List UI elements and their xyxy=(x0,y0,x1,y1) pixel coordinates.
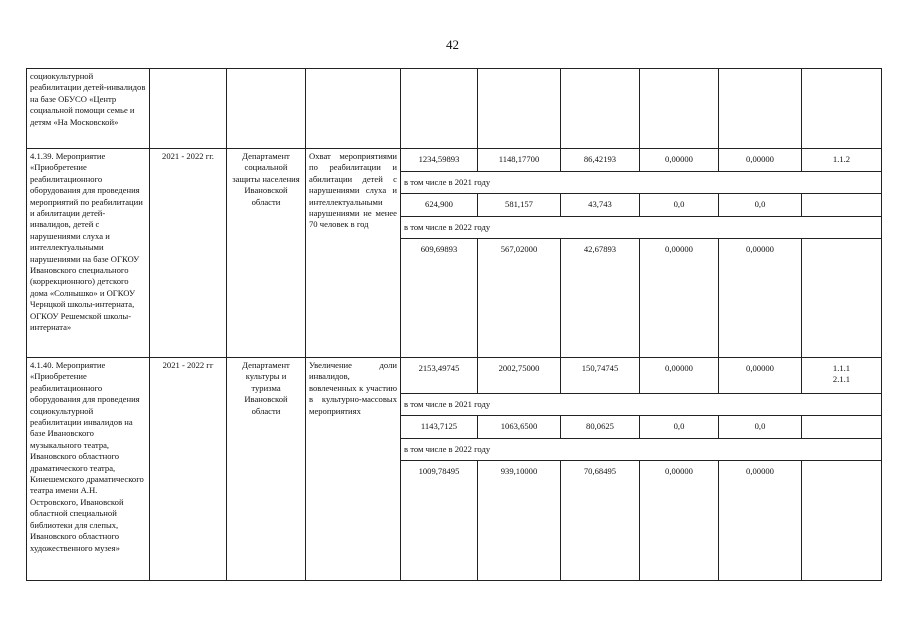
year-value: 939,10000 xyxy=(478,461,561,581)
total-value: 86,42193 xyxy=(561,149,640,172)
empty-cell xyxy=(802,69,882,149)
total-value: 2002,75000 xyxy=(478,358,561,394)
activity-name: социокультурной реабилитации детей-инвалидов на базе ОБУСО «Центр социальной помощи семье и детям «На Московской» xyxy=(27,69,150,149)
year-label: в том числе в 2021 году xyxy=(401,394,882,416)
empty-cell xyxy=(802,416,882,439)
period: 2021 - 2022 гг xyxy=(150,358,227,581)
total-value: 1148,17700 xyxy=(478,149,561,172)
year-value: 0,0 xyxy=(640,194,719,217)
empty-cell xyxy=(802,239,882,358)
total-value: 0,00000 xyxy=(640,358,719,394)
year-value: 70,68495 xyxy=(561,461,640,581)
year-value: 609,69893 xyxy=(401,239,478,358)
year-value: 1063,6500 xyxy=(478,416,561,439)
total-value: 2153,49745 xyxy=(401,358,478,394)
empty-cell xyxy=(802,194,882,217)
indicator: Охват мероприятиями по реабилитации и абилитации детей с нарушениями слуха и интеллектуальными нарушениями не менее 70 человек в год xyxy=(306,149,401,358)
year-label: в том числе в 2022 году xyxy=(401,217,882,239)
total-value: 150,74745 xyxy=(561,358,640,394)
empty-cell xyxy=(478,69,561,149)
year-value: 42,67893 xyxy=(561,239,640,358)
year-value: 1143,7125 xyxy=(401,416,478,439)
program-table xyxy=(26,68,882,581)
executor: Департамент социальной защиты населения Ивановской области xyxy=(227,149,306,358)
activity-name: 4.1.39. Мероприятие «Приобретение реабилитационного оборудования для проведения мероприятий по реабилитации и абилитации детей-инвалидов, детей с нарушениями слуха и интеллектуальными нарушениями на базе ОГКОУ Ивановского специального (коррекционного) детского дома «Солнышко» и ОГКОУ Чернцкой школы-интерната, ОГКОУ Решемской школы-интерната» xyxy=(27,149,150,358)
empty-cell xyxy=(306,69,401,149)
indicator-code: 1.1.2 xyxy=(802,149,882,172)
indicator-code-2: 2.1.1 xyxy=(832,374,851,385)
year-value: 43,743 xyxy=(561,194,640,217)
page-number: 42 xyxy=(446,37,459,52)
table-row xyxy=(27,358,882,394)
indicator-code xyxy=(802,358,882,394)
empty-cell xyxy=(150,69,227,149)
year-value: 567,02000 xyxy=(478,239,561,358)
empty-cell xyxy=(719,69,802,149)
total-value: 1234,59893 xyxy=(401,149,478,172)
year-label: в том числе в 2021 году xyxy=(401,172,882,194)
empty-cell xyxy=(561,69,640,149)
year-value: 0,00000 xyxy=(640,461,719,581)
empty-cell xyxy=(640,69,719,149)
year-value: 0,0 xyxy=(719,416,802,439)
total-value: 0,00000 xyxy=(719,358,802,394)
year-value: 0,0 xyxy=(719,194,802,217)
year-value: 0,0 xyxy=(640,416,719,439)
year-value: 0,00000 xyxy=(640,239,719,358)
year-label: в том числе в 2022 году xyxy=(401,439,882,461)
empty-cell xyxy=(227,69,306,149)
year-value: 0,00000 xyxy=(719,239,802,358)
year-value: 0,00000 xyxy=(719,461,802,581)
year-value: 1009,78495 xyxy=(401,461,478,581)
indicator-code-1: 1.1.1 xyxy=(832,363,851,373)
year-value: 624,900 xyxy=(401,194,478,217)
table-row xyxy=(27,149,882,172)
total-value: 0,00000 xyxy=(640,149,719,172)
period: 2021 - 2022 гг. xyxy=(150,149,227,358)
empty-cell xyxy=(401,69,478,149)
year-value: 80,0625 xyxy=(561,416,640,439)
executor: Департамент культуры и туризма Ивановской области xyxy=(227,358,306,581)
total-value: 0,00000 xyxy=(719,149,802,172)
table-row xyxy=(27,69,882,149)
activity-name: 4.1.40. Мероприятие «Приобретение реабилитационного оборудования для проведения социокультурной реабилитации инвалидов на базе Ивановского музыкального театра, Ивановского областного драматического театра, Кинешемского драматического театра имени А.Н. Островского, Ивановской областной специальной библиотеки для слепых, Ивановского областного художественного музея» xyxy=(27,358,150,581)
indicator: Увеличение доли инвалидов, вовлеченных к участию в культурно-массовых мероприятиях xyxy=(306,358,401,581)
year-value: 581,157 xyxy=(478,194,561,217)
empty-cell xyxy=(802,461,882,581)
